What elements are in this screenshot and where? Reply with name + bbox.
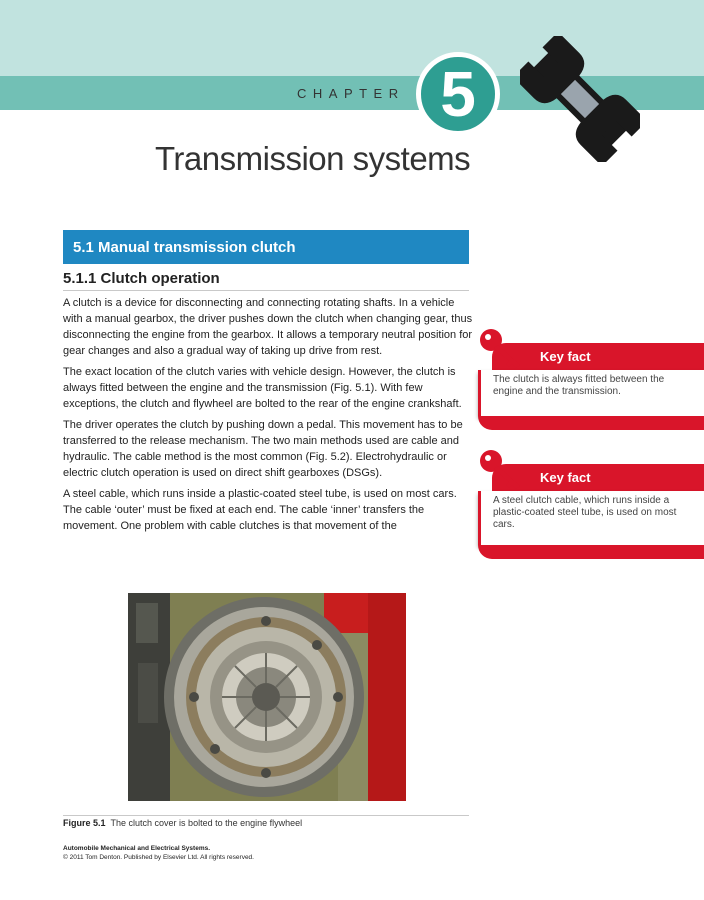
key-fact-text: The clutch is always fitted between the engine and the transmission. [478,370,704,416]
wrench-icon [520,36,640,162]
section-title: 5.1 Manual transmission clutch [73,239,296,256]
chapter-title: Transmission systems [155,140,471,177]
key-fact-label: Key fact [540,470,591,485]
key-icon [478,327,526,369]
chapter-number: 5 [440,58,476,130]
paragraph: A clutch is a device for disconnecting and connecting rotating shafts. In a vehicle with a manual gearbox, the driver pushes down the clutch when changing gear, thus disconnecting the engine from the gearbox. It allows a temporary neutral position for gear changes and also a gradual way of taking up drive from rest. [63,297,473,357]
clutch-photo [128,593,406,801]
body-text [63,295,473,539]
key-fact-footer [478,416,704,430]
chapter-label: CHAPTER [297,86,405,101]
key-fact-footer [478,545,704,559]
figure-label: Figure 5.1 [63,818,106,828]
paragraph: The exact location of the clutch varies with vehicle design. However, the clutch is always fitted between the engine and the transmission (Fig. 5.1). With few exceptions, the clutch and flywheel are bolted to the rear of the engine crankshaft. [63,366,462,410]
paragraph: A steel cable, which runs inside a plastic-coated steel tube, is used on most cars. The cable ‘outer’ must be fixed at each end. The cable ‘inner’ transfers the movement. One problem with cable clutches is that movement of the [63,488,457,532]
figure-caption [63,818,302,828]
footer-book-title: Automobile Mechanical and Electrical Systems. [63,845,211,852]
key-icon [478,448,526,490]
key-fact-label: Key fact [540,349,591,364]
subsection-title: 5.1.1 Clutch operation [63,270,220,287]
paragraph: The driver operates the clutch by pushing down a pedal. This movement has to be transferred to the release mechanism. The two main methods used are cable and hydraulic. The cable method is the most common (Fig. 5.2). Electrohydraulic or electric clutch operation is used on direct shift gearboxes (DSGs). [63,419,463,479]
key-fact-text: A steel clutch cable, which runs inside a plastic-coated steel tube, is used on most cars. [478,491,704,545]
figure-caption-text: The clutch cover is bolted to the engine flywheel [110,818,303,828]
subsection-divider [63,290,469,291]
footer-copyright: © 2011 Tom Denton. Published by Elsevier Ltd. All rights reserved. [63,854,254,861]
figure-divider [63,815,469,816]
